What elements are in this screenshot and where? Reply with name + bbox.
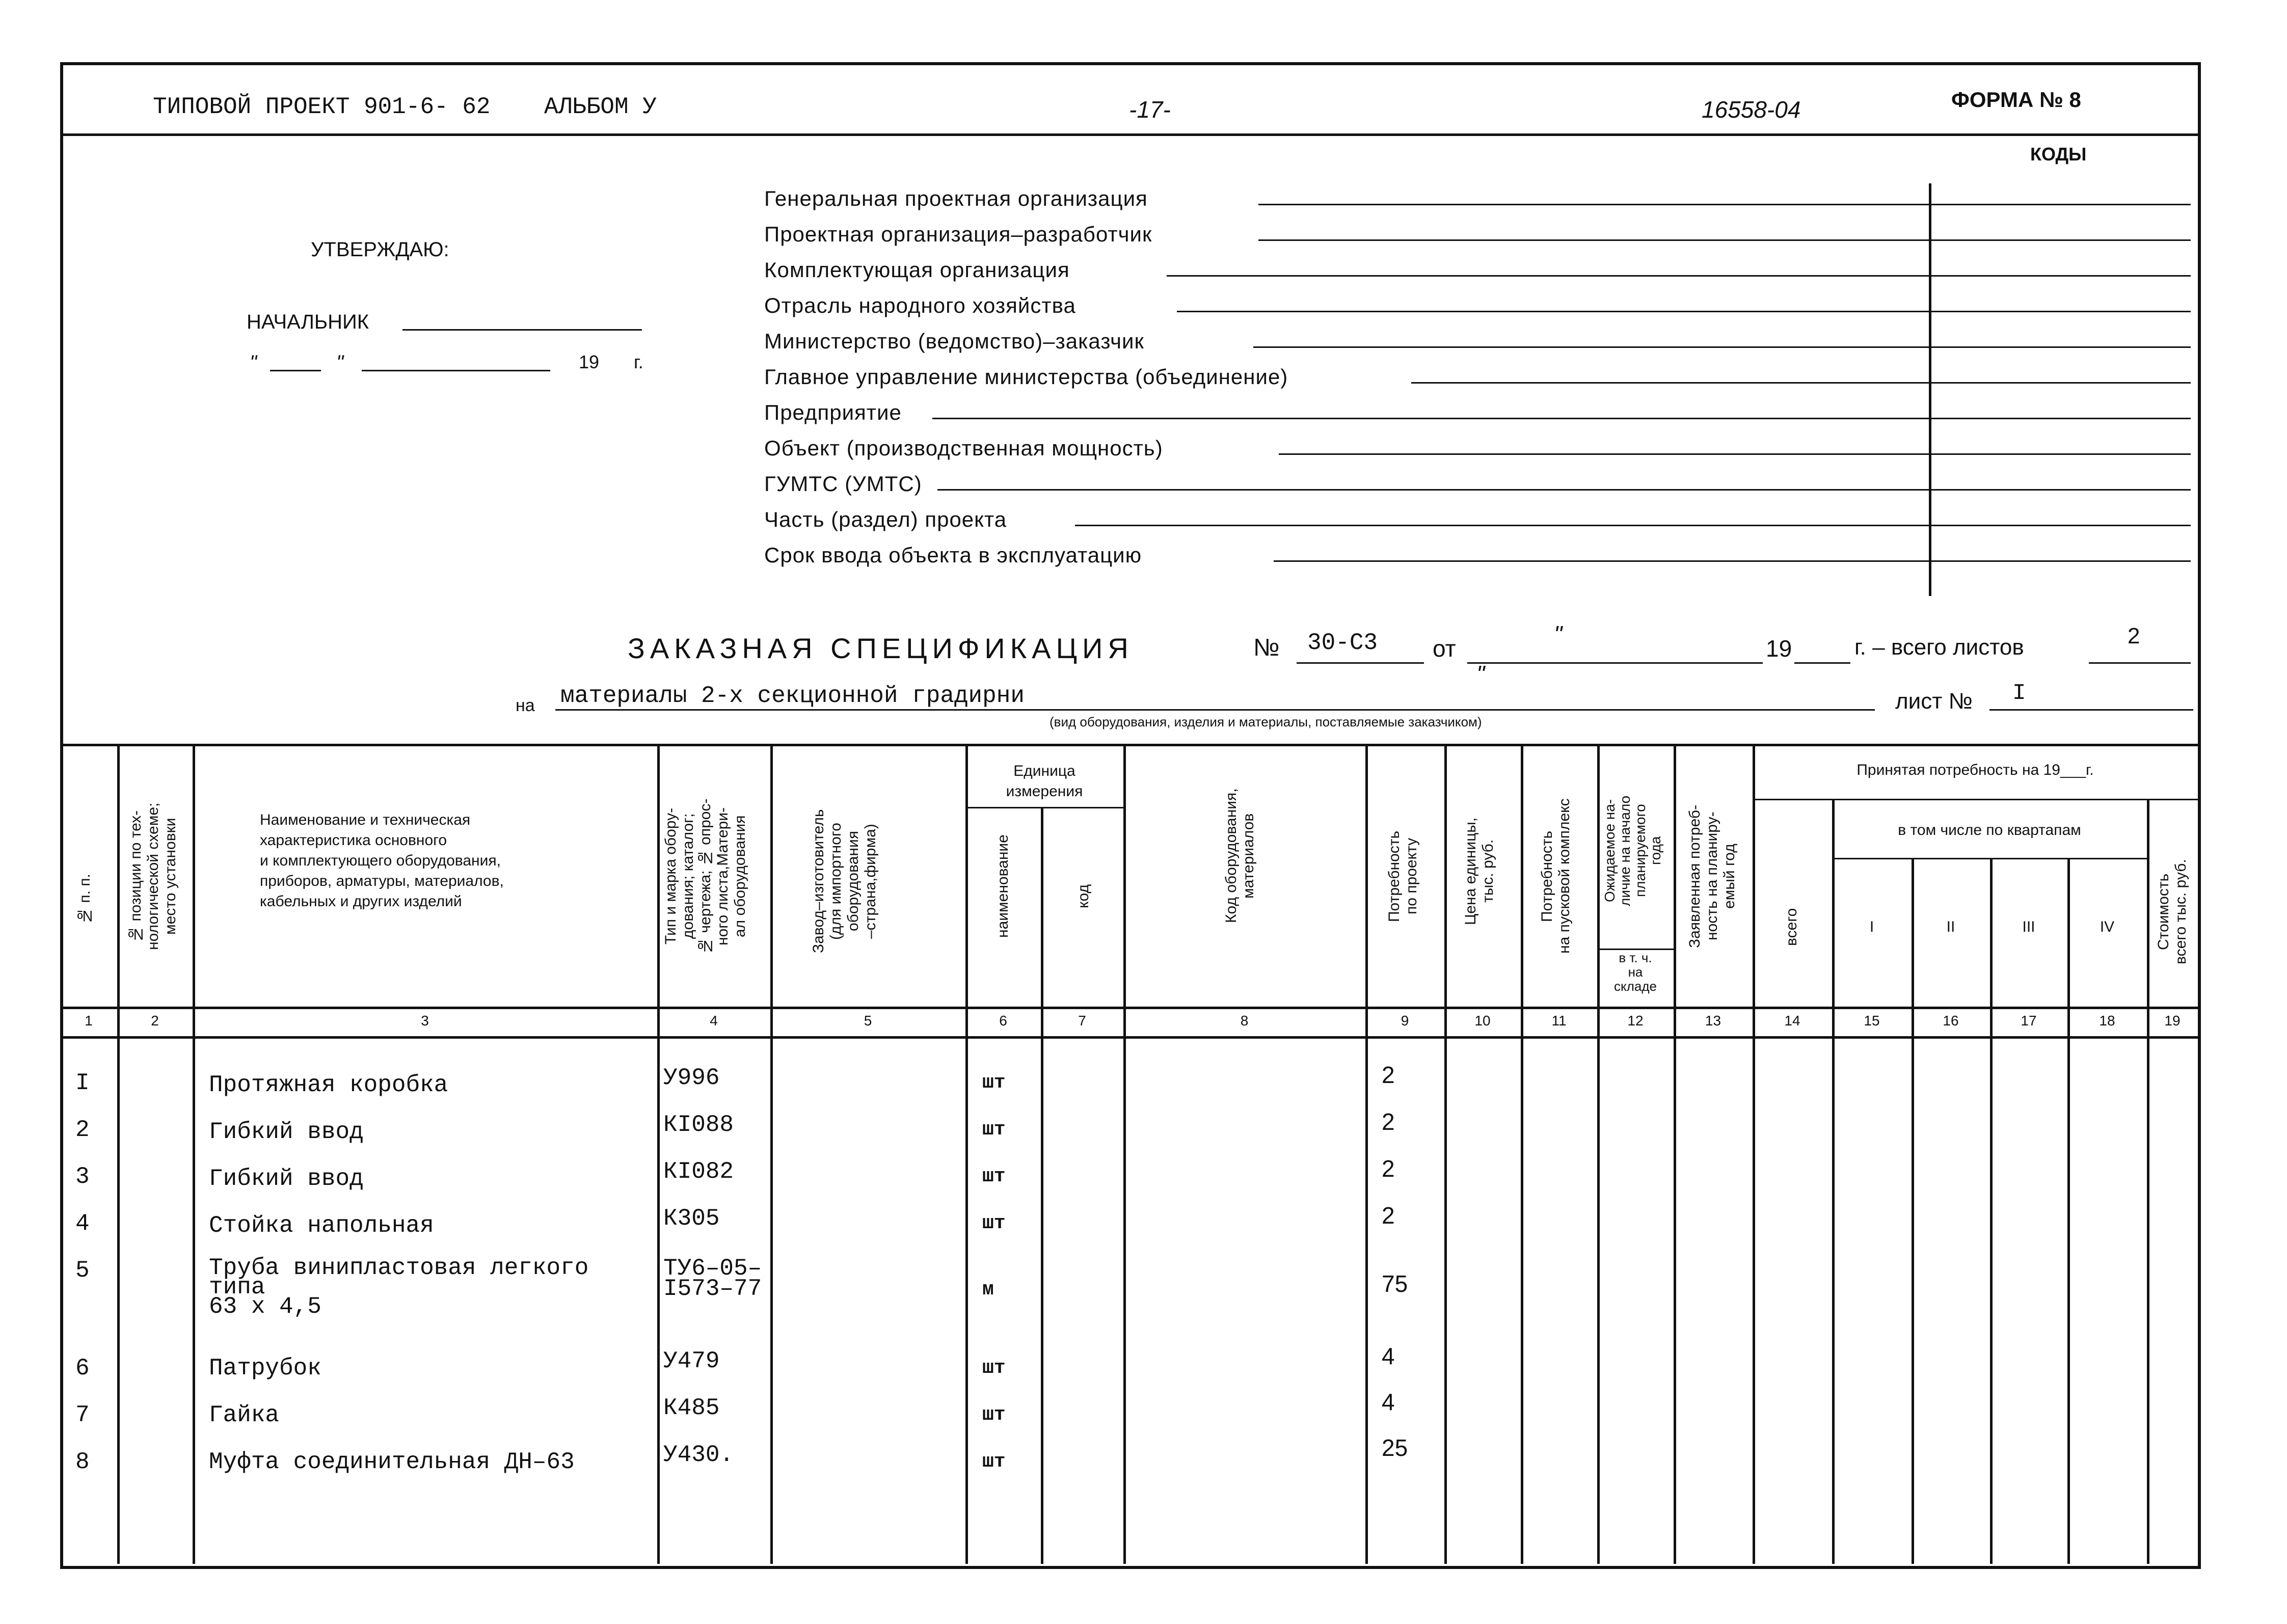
- spec-number-line: [1297, 662, 1424, 664]
- row-type: КI082: [663, 1158, 734, 1185]
- org-gumts: ГУМТС (УМТС): [764, 472, 922, 496]
- unit-group-line: [965, 807, 1123, 808]
- col-divider: [1912, 858, 1914, 1564]
- col11-header: Потребность на пусковой комплекс: [1539, 798, 1573, 954]
- approval-year-suffix: г.: [634, 351, 643, 372]
- row-name: Патрубок: [209, 1355, 321, 1382]
- spec-subject-line: [555, 709, 1875, 711]
- org-fill-line: [1258, 204, 2191, 205]
- row-qty: 75: [1382, 1270, 1408, 1297]
- codes-column-divider: [1929, 183, 1931, 596]
- row-unit: шт: [982, 1166, 1006, 1187]
- row-name: Гибкий ввод: [209, 1119, 364, 1145]
- spec-year-suffix: г. – всего листов: [1854, 635, 2024, 660]
- album-label: АЛЬБОМ У: [544, 94, 657, 120]
- col6-header: наименование: [994, 834, 1011, 938]
- spec-sheet-label: лист №: [1895, 689, 1973, 714]
- col-divider: [1597, 744, 1600, 1564]
- column-number: 11: [1551, 1013, 1567, 1028]
- row-qty: 4: [1382, 1389, 1395, 1415]
- handwritten-code: 16558-04: [1702, 96, 1801, 123]
- row-type: К305: [663, 1205, 720, 1232]
- col-divider: [1123, 744, 1126, 1564]
- row-type: КI088: [663, 1112, 734, 1138]
- row-number: 6: [75, 1355, 90, 1382]
- row-qty: 25: [1382, 1434, 1408, 1461]
- spec-from-label: от: [1433, 635, 1456, 662]
- org-fill-line: [1279, 453, 2191, 455]
- column-number: 8: [1240, 1013, 1249, 1028]
- spec-sheet-line: [1989, 709, 2193, 711]
- row-name: Протяжная коробка: [209, 1072, 448, 1098]
- spec-quote-top: ": [1554, 621, 1563, 647]
- date-day-line: [270, 370, 321, 371]
- table-header-bottom: [60, 1007, 2198, 1009]
- col13-header: Заявленная потреб- ность на планиру- емый год: [1686, 804, 1738, 948]
- quarters-group-line: [1832, 858, 2147, 859]
- date-quote-close: ": [336, 351, 344, 374]
- col-divider: [1832, 799, 1835, 1564]
- org-fill-line: [1253, 346, 2191, 348]
- accepted-header: Принятая потребность на 19___г.: [1856, 762, 2094, 778]
- row-qty: 4: [1382, 1343, 1395, 1369]
- table-top-line: [60, 744, 2198, 746]
- col-divider: [1444, 744, 1447, 1564]
- column-number: 4: [710, 1013, 718, 1028]
- row-number: I: [75, 1070, 90, 1096]
- row-unit: м: [982, 1279, 994, 1301]
- col-divider: [1521, 744, 1523, 1564]
- accepted-group-line: [1753, 799, 2198, 800]
- spec-sheets-line: [2089, 662, 2191, 664]
- date-month-line: [362, 370, 550, 371]
- org-fill-line: [1167, 275, 2191, 277]
- row-number: 2: [75, 1117, 90, 1143]
- spec-year-line: [1794, 662, 1850, 664]
- col16-header: II: [1946, 918, 1955, 935]
- column-number: 9: [1401, 1013, 1409, 1028]
- spec-subject-caption: (вид оборудования, изделия и материалы, поставляемые заказчиком): [1050, 714, 1482, 729]
- row-qty: 2: [1382, 1202, 1395, 1229]
- col12-warehouse: в т. ч. на складе: [1614, 950, 1657, 994]
- col-divider: [2067, 858, 2070, 1564]
- project-title: ТИПОВОЙ ПРОЕКТ 901-6- 62: [153, 94, 491, 120]
- col19-header: Стоимость всего тыс. руб.: [2155, 859, 2189, 965]
- org-completing: Комплектующая организация: [764, 258, 1070, 282]
- column-number: 14: [1784, 1013, 1800, 1028]
- org-fill-line: [1075, 525, 2191, 526]
- spec-subject: материалы 2-х секционной градирни: [560, 683, 1025, 709]
- column-number: 13: [1705, 1013, 1721, 1028]
- spec-sheet-value: I: [2012, 681, 2026, 706]
- org-fill-line: [1258, 239, 2191, 241]
- org-developer: Проектная организация–разработчик: [764, 222, 1152, 246]
- column-number: 18: [2099, 1013, 2115, 1028]
- chief-label: НАЧАЛЬНИК: [247, 311, 369, 333]
- row-name: Стойка напольная: [209, 1212, 434, 1239]
- col10-header: Цена единицы, тыс. руб.: [1462, 817, 1496, 925]
- row-name: Гайка: [209, 1402, 280, 1428]
- column-number: 10: [1474, 1013, 1491, 1028]
- col3-header: Наименование и техническая характеристика основного и комплектующего оборудования, приборов, арматуры, материалов, кабельных и других изделий: [260, 811, 504, 910]
- col-divider: [1365, 744, 1368, 1564]
- row-unit: шт: [982, 1357, 1006, 1379]
- col-divider: [1674, 744, 1676, 1564]
- col-divider: [193, 744, 195, 1564]
- col-divider: [117, 744, 120, 1564]
- row-qty: 2: [1382, 1062, 1395, 1088]
- row-number: 4: [75, 1210, 90, 1237]
- col18-header: IV: [2100, 918, 2115, 935]
- row-type: У479: [663, 1348, 720, 1374]
- spec-number-label: №: [1253, 634, 1280, 661]
- org-main-directorate: Главное управление министерства (объединение): [764, 365, 1288, 389]
- row-name: Муфта соединительная ДН–63: [209, 1449, 575, 1475]
- column-number: 12: [1627, 1013, 1644, 1028]
- column-number: 19: [2164, 1013, 2181, 1028]
- spec-year-label: 19: [1766, 635, 1792, 662]
- org-fill-line: [1411, 382, 2191, 384]
- org-ministry: Министерство (ведомство)–заказчик: [764, 329, 1144, 353]
- col5-header: Завод–изготовитель (для импортного оборудования –страна,фирма): [810, 809, 879, 954]
- quarters-header: в том числе по квартапам: [1898, 822, 2081, 838]
- col4-header: Тип и марка обору- дования; каталог; № чертежа; № опрос- ного листа,Матери- ал оборудования: [662, 798, 748, 954]
- col-divider: [2147, 799, 2149, 1564]
- spec-total-sheets: 2: [2128, 624, 2140, 648]
- row-type: У430.: [663, 1442, 734, 1468]
- row-qty: 2: [1382, 1155, 1395, 1182]
- col-divider: [1990, 858, 1993, 1564]
- column-number: 17: [2021, 1013, 2037, 1028]
- row-unit: шт: [982, 1451, 1006, 1473]
- org-general: Генеральная проектная организация: [764, 186, 1148, 210]
- row-number: 7: [75, 1402, 90, 1428]
- row-unit: шт: [982, 1119, 1006, 1141]
- spec-title: ЗАКАЗНАЯ СПЕЦИФИКАЦИЯ: [628, 632, 1134, 664]
- approval-year: 19: [579, 351, 600, 372]
- spec-quote-bottom: ": [1476, 661, 1485, 687]
- org-fill-line: [1274, 560, 2191, 562]
- col14-header: всего: [1783, 908, 1800, 946]
- date-quote-open: ": [250, 351, 257, 374]
- row-name: Гибкий ввод: [209, 1166, 364, 1192]
- col17-header: III: [2022, 918, 2035, 935]
- column-number: 3: [421, 1013, 429, 1028]
- spec-date-line: [1467, 662, 1763, 664]
- org-object: Объект (производственная мощность): [764, 436, 1163, 460]
- org-commissioning-date: Срок ввода объекта в эксплуатацию: [764, 543, 1142, 567]
- col12-header: Ожидаемое на- личие на начало планируемого года: [1602, 795, 1663, 906]
- unit-group-header: Единица измерения: [1006, 763, 1083, 800]
- row-unit: шт: [982, 1404, 1006, 1426]
- org-fill-line: [1177, 311, 2191, 312]
- org-fill-line: [937, 489, 2191, 491]
- column-number: 7: [1078, 1013, 1086, 1028]
- table-colnum-bottom: [60, 1036, 2198, 1039]
- row-number: 5: [75, 1257, 90, 1284]
- column-number: 1: [85, 1013, 93, 1028]
- approve-label: УТВЕРЖДАЮ:: [311, 238, 449, 261]
- column-number: 5: [864, 1013, 872, 1028]
- form-label: ФОРМА № 8: [1951, 88, 2081, 112]
- row-type: ТУ6–05– I573–77: [663, 1255, 762, 1302]
- org-project-part: Часть (раздел) проекта: [764, 507, 1007, 531]
- page-number: -17-: [1129, 96, 1171, 123]
- row-name: Труба винипластовая легкого типа 63 х 4,5: [209, 1255, 589, 1320]
- column-number: 6: [999, 1013, 1007, 1028]
- spec-number-value: 30-С3: [1307, 630, 1378, 656]
- col9-header: Потребность по проекту: [1386, 830, 1420, 922]
- org-enterprise: Предприятие: [764, 400, 902, 424]
- row-type: К485: [663, 1395, 720, 1421]
- codes-label: КОДЫ: [2030, 144, 2087, 165]
- col-divider: [965, 744, 968, 1564]
- header-divider: [60, 133, 2198, 136]
- col-divider: [1753, 744, 1755, 1564]
- col-divider: [770, 744, 773, 1564]
- col8-header: Код оборудования, материалов: [1223, 788, 1257, 924]
- col7-header: код: [1075, 884, 1092, 909]
- row-unit: шт: [982, 1072, 1006, 1094]
- col2-header: № позиции по тех- нологической схеме; место установки: [127, 802, 179, 950]
- col15-header: I: [1869, 918, 1874, 935]
- spec-on-label: на: [516, 696, 535, 715]
- row-number: 8: [75, 1449, 90, 1475]
- chief-signature-line: [402, 329, 642, 331]
- col-divider: [1041, 807, 1043, 1564]
- row-qty: 2: [1382, 1108, 1395, 1135]
- row-number: 3: [75, 1163, 90, 1190]
- column-number: 15: [1864, 1013, 1880, 1028]
- row-type: У996: [663, 1065, 720, 1091]
- org-fill-line: [932, 418, 2191, 419]
- org-industry: Отрасль народного хозяйства: [764, 293, 1076, 317]
- column-number: 16: [1943, 1013, 1959, 1028]
- row-unit: шт: [982, 1212, 1006, 1234]
- column-number: 2: [151, 1013, 159, 1028]
- col1-header: № п. п.: [76, 874, 93, 925]
